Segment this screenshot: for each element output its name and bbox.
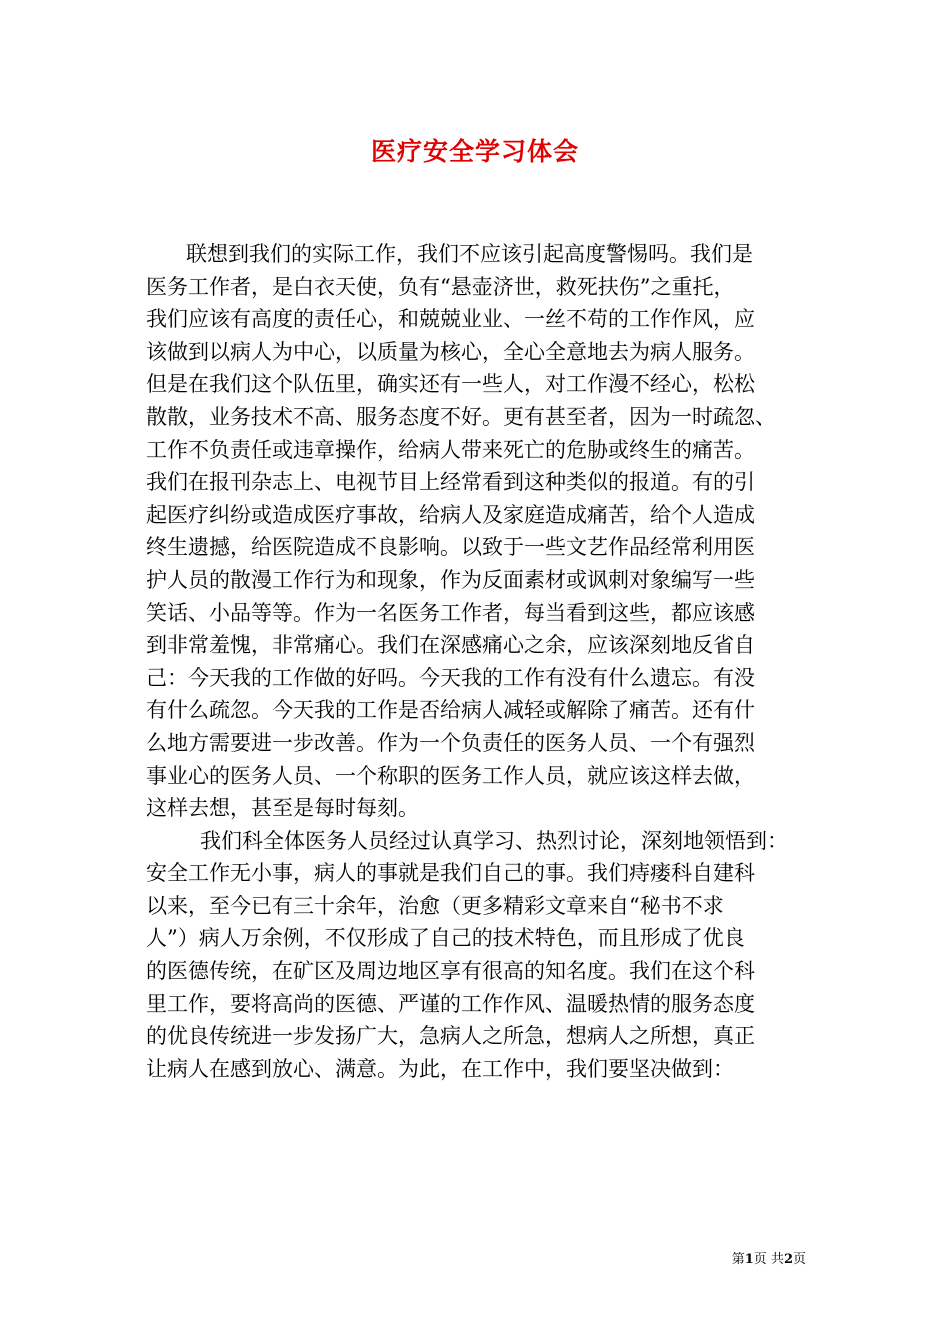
paragraph-line: 医务工作者，是白衣天使，负有“悬壶济世，救死扶伤”之重托， [146, 274, 735, 299]
footer-suffix: 页 [792, 1252, 806, 1267]
paragraph-line: 起医疗纠纷或造成医疗事故，给病人及家庭造成痛苦，给个人造成 [146, 502, 755, 527]
paragraph-line: 这样去想，甚至是每时每刻。 [146, 796, 419, 821]
paragraph-line: 护人员的散漫工作行为和现象，作为反面素材或讽刺对象编写一些 [146, 567, 755, 592]
page-footer [0, 1248, 806, 1267]
paragraph-line: 事业心的医务人员、一个称职的医务工作人员，就应该这样去做， [146, 763, 755, 788]
paragraph-line: 笑话、小品等等。作为一名医务工作者，每当看到这些，都应该感 [146, 600, 755, 625]
paragraph-line: 己：今天我的工作做的好吗。今天我的工作有没有什么遗忘。有没 [146, 665, 755, 690]
paragraph-line: 散散，业务技术不高、服务态度不好。更有甚至者，因为一时疏忽、 [146, 404, 776, 429]
paragraph-line: 让病人在感到放心、满意。为此，在工作中，我们要坚决做到： [146, 1056, 734, 1081]
paragraph-line: 我们在报刊杂志上、电视节目上经常看到这种类似的报道。有的引 [146, 470, 755, 495]
footer-page-number: 1 [744, 1252, 754, 1267]
document-title: 医疗安全学习体会 [370, 137, 579, 166]
paragraph-line: 联想到我们的实际工作，我们不应该引起高度警惕吗。我们是 [186, 242, 753, 266]
paragraph-line: 我们科全体医务人员经过认真学习、热烈讨论，深刻地领悟到： [200, 828, 788, 853]
paragraph-line: 该做到以病人为中心，以质量为核心，全心全意地去为病人服务。 [146, 339, 755, 364]
paragraph-line: 里工作，要将高尚的医德、严谨的工作作风、温暖热情的服务态度 [146, 991, 755, 1016]
footer-total-pages: 2 [783, 1252, 793, 1267]
paragraph-line: 的优良传统进一步发扬广大，急病人之所急，想病人之所想，真正 [146, 1024, 755, 1049]
paragraph-line: 终生遗撼，给医院造成不良影响。以致于一些文艺作品经常利用医 [146, 535, 755, 560]
paragraph-line: 么地方需要进一步改善。作为一个负责任的医务人员、一个有强烈 [146, 730, 755, 755]
paragraph-line: 有什么疏忽。今天我的工作是否给病人减轻或解除了痛苦。还有什 [146, 698, 755, 723]
footer-middle: 页 共 [753, 1252, 784, 1267]
paragraph-line: 工作不负责任或违章操作，给病人带来死亡的危胁或终生的痛苦。 [146, 437, 755, 462]
paragraph-line: 我们应该有高度的责任心，和兢兢业业、一丝不苟的工作作风，应 [146, 307, 755, 332]
paragraph-line: 安全工作无小事，病人的事就是我们自己的事。我们痔瘘科自建科 [146, 861, 755, 886]
document-body [146, 238, 834, 1085]
paragraph-line: 的医德传统，在矿区及周边地区享有很高的知名度。我们在这个科 [146, 959, 755, 984]
paragraph-line: 人”）病人万余例，不仅形成了自己的技术特色，而且形成了优良 [146, 926, 745, 951]
paragraph-line: 以来，至今已有三十余年，治愈（更多精彩文章来自“秘书不求 [146, 893, 724, 918]
footer-prefix: 第 [731, 1252, 745, 1267]
paragraph-line: 到非常羞愧，非常痛心。我们在深感痛心之余，应该深刻地反省自 [146, 633, 755, 658]
paragraph-line: 但是在我们这个队伍里，确实还有一些人，对工作漫不经心，松松 [146, 372, 755, 397]
